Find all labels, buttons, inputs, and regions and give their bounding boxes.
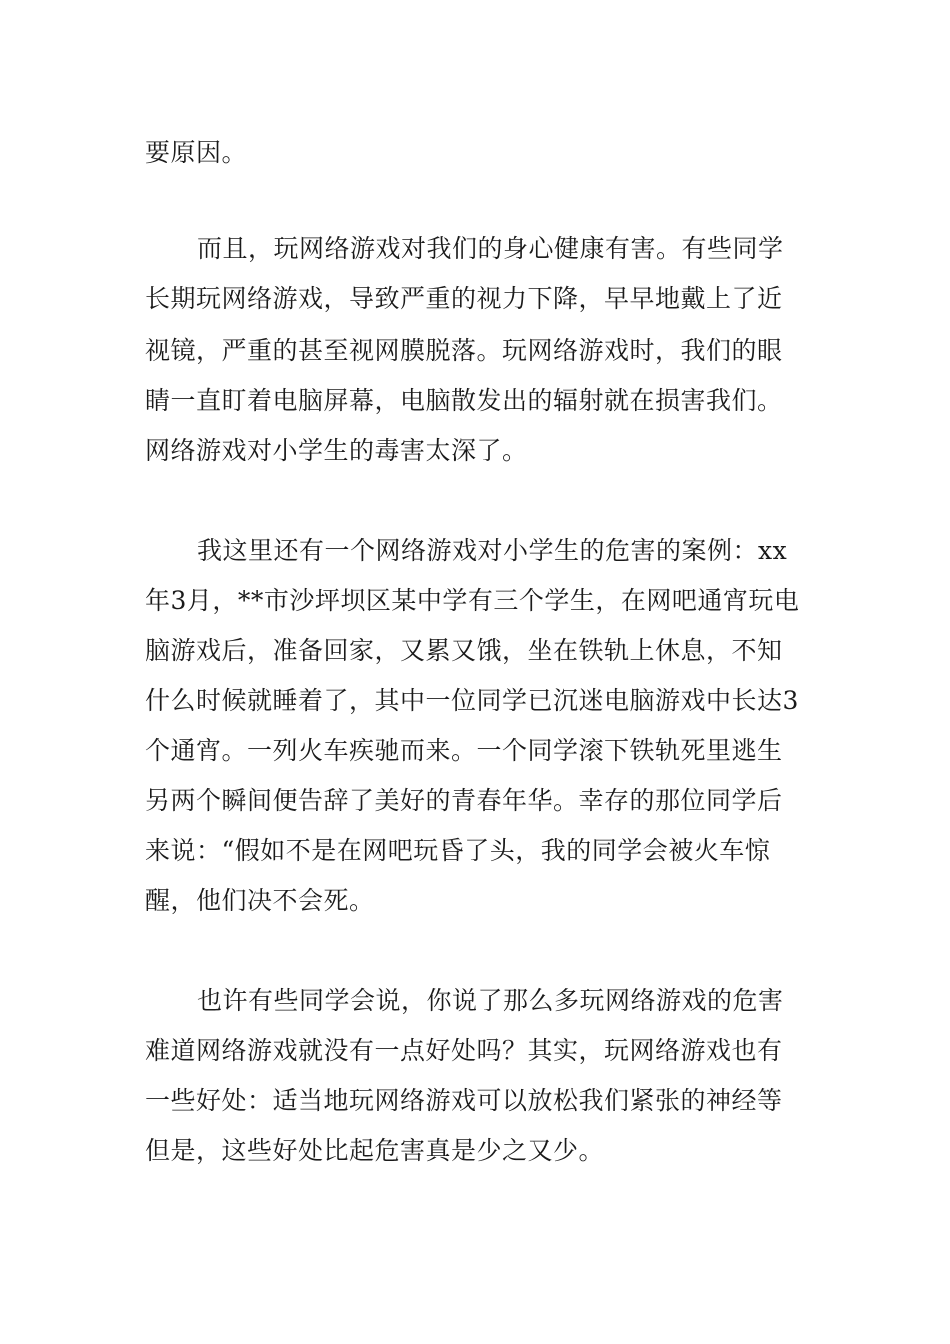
text-line: 视镜，严重的甚至视网膜脱落。玩网络游戏时，我们的眼 — [145, 336, 783, 365]
text-line: 我这里还有一个网络游戏对小学生的危害的案例：xx — [197, 536, 788, 565]
text-line: 要原因。 — [145, 138, 248, 167]
text-line: 而且，玩网络游戏对我们的身心健康有害。有些同学 — [197, 234, 784, 263]
text-line: 脑游戏后，准备回家，又累又饿，坐在铁轨上休息，不知 — [145, 636, 783, 665]
text-line: 睛一直盯着电脑屏幕，电脑散发出的辐射就在损害我们。 — [145, 386, 783, 415]
text-line: 一些好处：适当地玩网络游戏可以放松我们紧张的神经等 — [145, 1086, 783, 1115]
text-line: 但是，这些好处比起危害真是少之又少。 — [145, 1136, 605, 1165]
text-line: 个通宵。一列火车疾驰而来。一个同学滚下铁轨死里逃生 — [145, 736, 783, 765]
text-line: 难道网络游戏就没有一点好处吗？其实，玩网络游戏也有 — [145, 1036, 783, 1065]
text-line: 另两个瞬间便告辞了美好的青春年华。幸存的那位同学后 — [145, 786, 783, 815]
text-line: 什么时候就睡着了，其中一位同学已沉迷电脑游戏中长达3 — [145, 686, 799, 715]
text-line: 年3月，**市沙坪坝区某中学有三个学生，在网吧通宵玩电 — [145, 586, 800, 615]
text-line: 醒，他们决不会死。 — [145, 886, 375, 915]
text-line: 网络游戏对小学生的毒害太深了。 — [145, 436, 528, 465]
text-line: 来说：“假如不是在网吧玩昏了头，我的同学会被火车惊 — [145, 836, 771, 865]
text-line: 长期玩网络游戏，导致严重的视力下降，早早地戴上了近 — [145, 284, 783, 313]
text-line: 也许有些同学会说，你说了那么多玩网络游戏的危害 — [197, 986, 784, 1015]
